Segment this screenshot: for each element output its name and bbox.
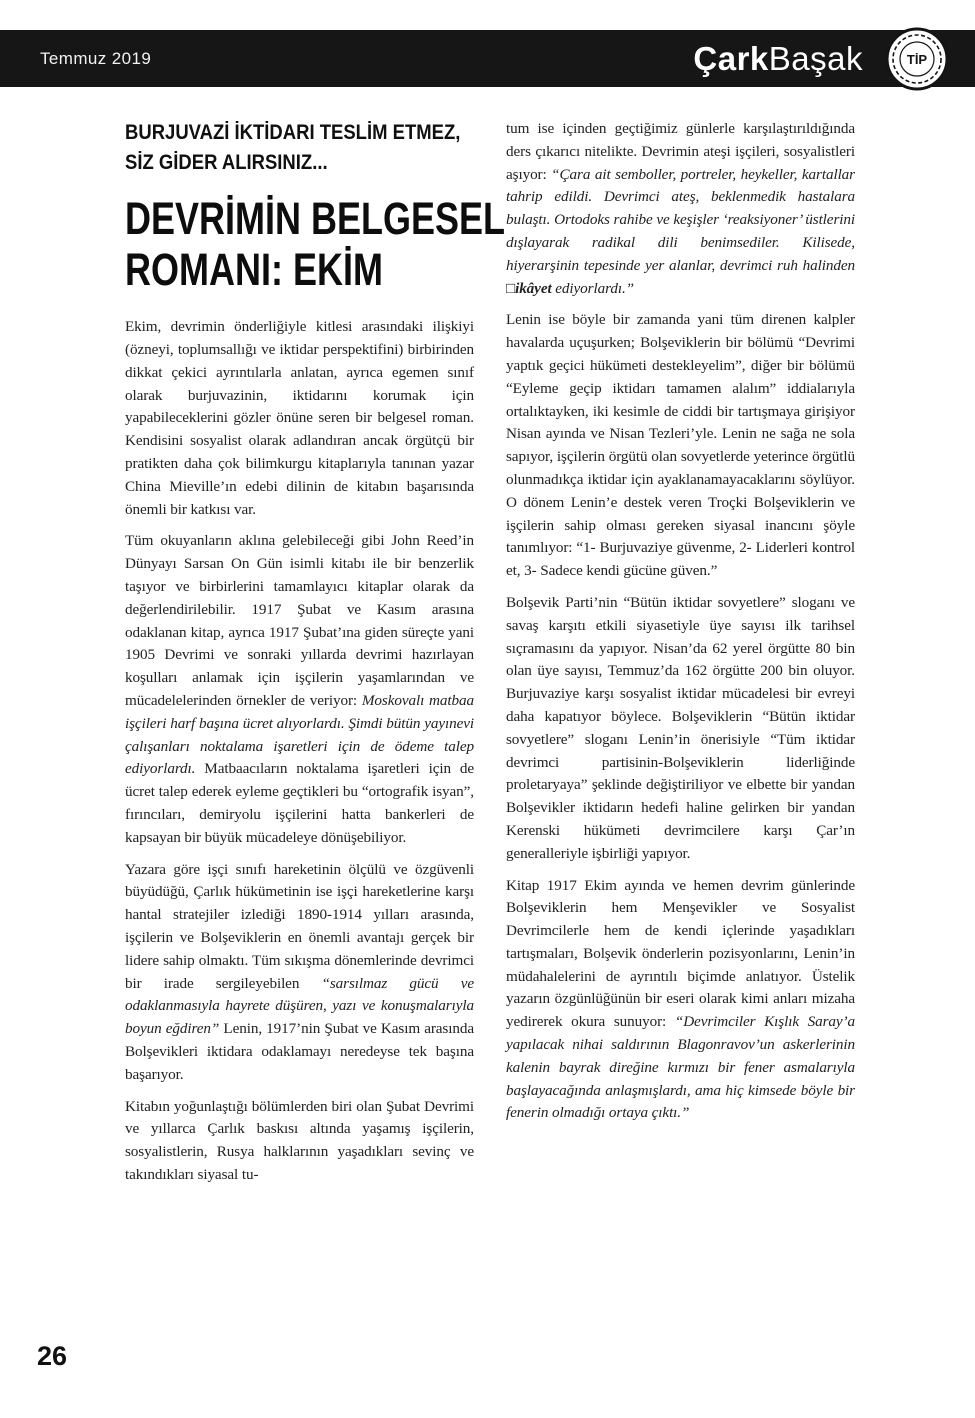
page-number: 26	[37, 1341, 68, 1371]
paragraph	[125, 859, 474, 1087]
text-segment: Matbaacıların noktalama işaretleri için de ücret talep ederek eyleme geçtikleri bu “ortografik isyan”, fırıncıları, demiryolu işçilerini hatta bankerleri de kapsayan bir büyük mücadeleye dönüşebiliyor.	[125, 760, 474, 846]
paragraph	[506, 309, 855, 583]
text-segment: Moskovalı matbaa işçileri harf başına ücret alıyorlardı. Şimdi bütün yayınevi çalışanları noktalama işaretleri için de ödeme talep ediyorlardı.	[125, 691, 474, 778]
text-segment: “Devrimciler Kışlık Saray’a yapılacak nihai saldırının Blagonravov’un askerlerinin kalenin bayrak direğine kırmızı bir fener asmalarıyla başlayacağında anlaşmışlardı, ama hiç kimsede böyle bir fenerin olmadığı ortaya çıktı.”	[506, 1013, 855, 1122]
text-segment: □ikâyet	[506, 279, 552, 297]
issue-date: Temmuz 2019	[40, 48, 152, 68]
header-bar	[0, 30, 975, 87]
kicker-line-1: BURJUVAZİ İKTİDARI TESLİM ETMEZ,	[125, 121, 461, 144]
text-segment: “Çara ait semboller, portreler, heykeller, kartallar tahrip edildi. Devrimci ateş, beklenmedik hastalara bulaştı. Ortodoks rahibe ve keşişler ‘reaksiyoner’ üstlerini dışlayarak radikal dili benimsediler. Kilisede, hiyerarşinin tepesinde yer alanlar, devrimci ruh halinden	[506, 165, 855, 274]
paragraph	[506, 118, 855, 300]
kicker-line-2: SİZ GİDER ALIRSINIZ...	[125, 150, 328, 174]
article	[125, 118, 855, 1196]
column-left-paragraphs	[125, 316, 474, 1186]
text-segment: ediyorlardı.”	[551, 279, 635, 297]
text-segment: Kitap 1917 Ekim ayında ve hemen devrim günlerinde Bolşeviklerin hem Menşevikler ve Sosyalist Devrimcilerle hem de kendi içlerinde yaşadıkları tartışmaları, Bolşevik önderlerin pozisyonlarını, Lenin’in müdahalelerini de ayrıntılı biçimde anlatıyor. Üstelik yazarın özgünlüğünün bir eseri olarak kimi anları mizaha yedirerek okura sunuyor:	[506, 876, 855, 1031]
article-title	[125, 192, 506, 296]
text-segment: Lenin, 1917’nin Şubat ve Kasım arasında Bolşevikleri iktidara odaklamayı neredeyse tek başına başarıyor.	[125, 1020, 474, 1083]
tip-logo	[885, 27, 949, 91]
article-kicker	[125, 118, 474, 178]
paragraph	[125, 316, 474, 521]
magazine-title	[693, 42, 863, 75]
column-right	[506, 118, 855, 1196]
text-segment: Ekim, devrimin önderliğiyle kitlesi arasındaki ilişkiyi (özneyi, toplumsallığı ve iktidar perspektifini) birbirinden dikkat çekici ayrıntılarla anlatan, ayrıca egemen sınıf olarak burjuvazinin, iktidarını korumak için yapabileceklerini gözler önüne seren bir belgesel roman. Kendisini sosyalist olarak adlandıran ancak örgütçü bir pratikten daha çok bilimkurgu kitaplarıyla tanınan yazar China Mieville’ın edebi dilinin de kitabın başarısında önemli bir katkısı var.	[125, 318, 474, 518]
text-segment: Bolşevik Parti’nin “Bütün iktidar sovyetlere” sloganı ve savaş karşıtı etkili siyasetiyle üye sayısı ilk tarihsel sıçramasını da yapıyor. Nisan’da 62 yerel örgütte 80 bin olan üye sayısı, Temmuz’da 162 örgütte 200 bin oluyor. Burjuvaziye karşı sosyalist iktidar mücadelesi bir evreyi daha kapatıyor böylece. Bolşeviklerin “Bütün iktidar sovyetlere” sloganı Lenin’in önerisiyle “Tüm iktidar devrimci partisinin-Bolşeviklerin liderliğinde proletaryaya” şeklinde değiştiriliyor ve elbette bir yandan Bolşevikler iktidarın hedefi haline gelirken bir yandan Kerenski hükümeti devrimcilere karşı Çar’ın generalleriyle işbirliği yapıyor.	[506, 593, 855, 862]
text-segment: Kitabın yoğunlaştığı bölümlerden biri olan Şubat Devrimi ve yıllarca Çarlık baskısı altında yaşamış işçilerin, sosyalistlerin, Rusya halklarının yaşadıkları sevinç ve takındıkları siyasal tu-	[125, 1097, 474, 1183]
tip-logo-graphic	[885, 27, 949, 91]
text-segment: Lenin ise böyle bir zamanda yani tüm direnen kalpler havalarda uçuşurken; Bolşeviklerin bir bölümü “Devrimi yaptık geçici hükümeti destekleyelim”, diğer bir bölümü “Eyleme geçip iktidarı tamamen alalım” iddialarıyla ortalıktayken, iki kesimle de ciddi bir tartışmaya girişiyor Nisan ayında ve Nisan Tezleri’yle. Lenin ne sağa ne sola sapıyor, işçilerin örgütü olan sovyetlerde yeterince örgütlü olunmadıkça iktidar için ayaklanamayacaklarını söylüyor. O dönem Lenin’e destek veren Troçki Bolşeviklerin ve işçilerin sahip olması gereken siyasal inancını şöyle tanımlıyor: “1- Burjuvaziye güvenme, 2- Liderleri kontrol et, 3- Sadece kendi gücüne güven.”	[506, 311, 855, 580]
paragraph	[125, 1096, 474, 1187]
paragraph	[125, 530, 474, 849]
paragraph	[506, 592, 855, 866]
column-left	[125, 118, 506, 1196]
column-right-paragraphs	[506, 118, 855, 1125]
text-segment: “sarsılmaz gücü ve odaklanmasıyla hayrete düşüren, yazı ve konuşmalarıyla boyun eğdiren”	[125, 974, 474, 1038]
text-segment: tum ise içinden geçtiğimiz günlerle karşılaştırıldığında ders çıkarıcı nitelikte. Devrimin ateşi işçileri, sosyalistleri aşıyor:	[506, 120, 855, 183]
text-segment: Yazara göre işçi sınıfı hareketinin ölçülü ve özgüvenli büyüdüğü, Çarlık hükümetinin ise işçi hareketlerine karşı hantal stratejiler izlediği 1890-1914 yılları arasında, işçilerin ve Bolşeviklerin en önemli avantajı gerçek bir lidere sahip olmaktı. Tüm sıkışma dönemlerinde devrimci bir irade sergileyebilen	[125, 860, 474, 992]
magazine-title-bold: Çark	[693, 40, 769, 77]
title-line-2: ROMANI: EKİM	[125, 243, 383, 295]
text-segment: Tüm okuyanların aklına gelebileceği gibi John Reed’in Dünyayı Sarsan On Gün isimli kitabı ile bir benzerlik taşıyor ve birbirlerini tamamlayıcı kitaplar olarak da değerlendirilebilir. 1917 Şubat ve Kasım arasına odaklanan kitap, ayrıca 1917 Şubat’ına giden süreçte yani 1905 Devrimi ve sonraki yıllarda devrimi hazırlayan koşulları anlamak için işçilerin yaşamlarından ve mücadelelerinden örnekler de veriyor:	[125, 532, 474, 709]
tip-logo-text: TİP	[906, 51, 928, 67]
magazine-title-regular: Başak	[768, 40, 863, 77]
title-line-1: DEVRİMİN BELGESEL	[125, 192, 506, 244]
paragraph	[506, 875, 855, 1126]
